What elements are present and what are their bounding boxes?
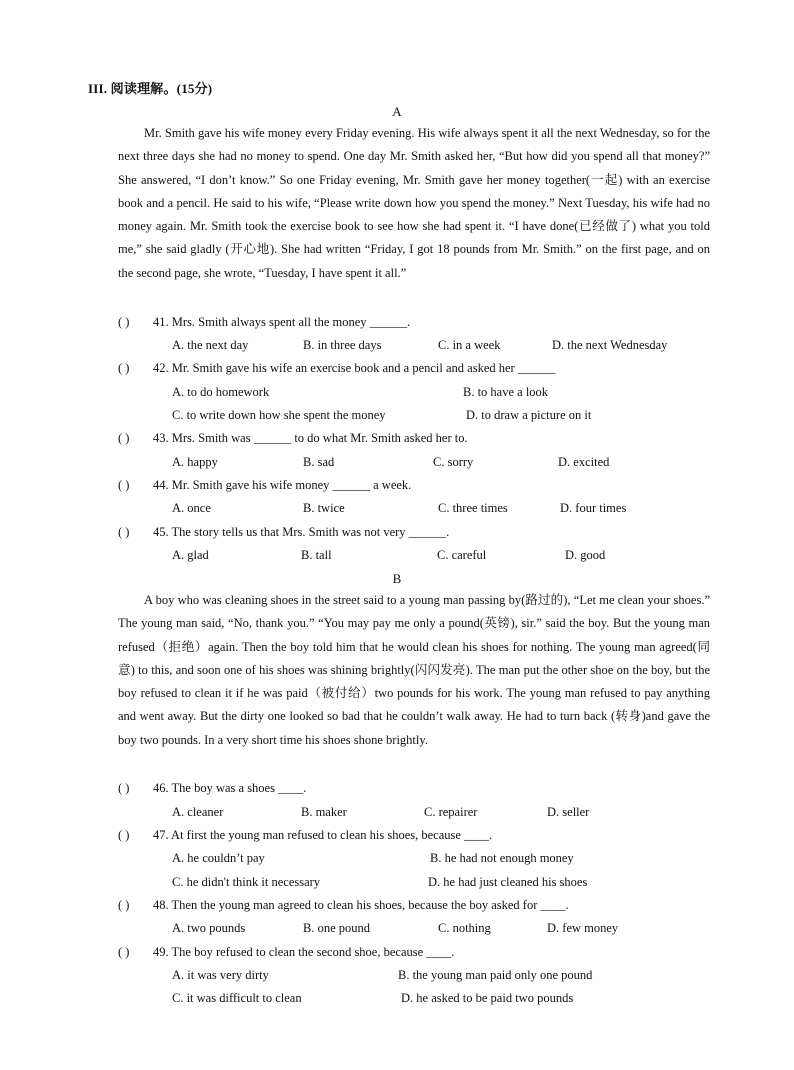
option-c: C. careful bbox=[437, 548, 487, 562]
question-stem: 48. Then the young man agreed to clean his shoes, because the boy asked for ____. bbox=[153, 898, 569, 912]
option-c: C. repairer bbox=[424, 805, 478, 819]
option-b: B. one pound bbox=[303, 921, 371, 935]
passage-a-text: Mr. Smith gave his wife money every Friday evening. His wife always spent it all the next Wednesday, so for the next three days she had no money to spend. One day Mr. Smith asked her, “But how did you spend all that money?” She answered, “I don’t know.” So one Friday evening, Mr. Smith gave her money together(一起) with an exercise book and a pencil. He said to his wife, “Please write down how you spend the money.” Next Tuesday, his wife had no money again. Mr. Smith took the exercise book to see how she had spent it. “I have done(已经做了) what you told me,” she said gladly (开心地). She had written “Friday, I got 18 pounds from Mr. Smith.” on the first page, and on the second page, she wrote, “Tuesday, I have spent it all.” bbox=[118, 126, 710, 280]
option-a: A. two pounds bbox=[172, 921, 246, 935]
answer-bracket[interactable]: ( ) bbox=[118, 781, 130, 795]
option-b: B. the young man paid only one pound bbox=[398, 968, 593, 982]
option-c: C. to write down how she spent the money bbox=[172, 408, 386, 422]
option-c: C. nothing bbox=[438, 921, 491, 935]
option-d: D. few money bbox=[547, 921, 619, 935]
option-d: D. good bbox=[565, 548, 606, 562]
question-42 bbox=[118, 361, 718, 376]
option-d: D. seller bbox=[547, 805, 590, 819]
option-a: A. glad bbox=[172, 548, 209, 562]
question-48 bbox=[118, 898, 718, 913]
question-41 bbox=[118, 315, 718, 330]
question-stem: 47. At first the young man refused to clean his shoes, because ____. bbox=[153, 828, 493, 842]
question-44 bbox=[118, 478, 718, 493]
answer-bracket[interactable]: ( ) bbox=[118, 315, 130, 329]
question-stem: 44. Mr. Smith gave his wife money ______ a week. bbox=[153, 478, 412, 492]
option-d: D. the next Wednesday bbox=[552, 338, 668, 352]
question-47 bbox=[118, 828, 718, 843]
option-a: A. it was very dirty bbox=[172, 968, 269, 982]
option-d: D. excited bbox=[558, 455, 610, 469]
option-b: B. twice bbox=[303, 501, 345, 515]
question-stem: 46. The boy was a shoes ____. bbox=[153, 781, 307, 795]
option-c: C. in a week bbox=[438, 338, 501, 352]
option-a: A. once bbox=[172, 501, 211, 515]
option-b: B. he had not enough money bbox=[430, 851, 574, 865]
answer-bracket[interactable]: ( ) bbox=[118, 361, 130, 375]
option-d: D. he had just cleaned his shoes bbox=[428, 875, 588, 889]
question-stem: 41. Mrs. Smith always spent all the money ______. bbox=[153, 315, 411, 329]
question-stem: 49. The boy refused to clean the second shoe, because ____. bbox=[153, 945, 455, 959]
option-a: A. he couldn’t pay bbox=[172, 851, 265, 865]
question-stem: 43. Mrs. Smith was ______ to do what Mr. Smith asked her to. bbox=[153, 431, 468, 445]
question-43 bbox=[118, 431, 718, 446]
option-a: A. to do homework bbox=[172, 385, 270, 399]
option-a: A. the next day bbox=[172, 338, 249, 352]
answer-bracket[interactable]: ( ) bbox=[118, 945, 130, 959]
option-b: B. to have a look bbox=[463, 385, 549, 399]
answer-bracket[interactable]: ( ) bbox=[118, 431, 130, 445]
answer-bracket[interactable]: ( ) bbox=[118, 898, 130, 912]
question-45 bbox=[118, 525, 718, 540]
option-b: B. sad bbox=[303, 455, 335, 469]
option-c: C. three times bbox=[438, 501, 508, 515]
option-d: D. four times bbox=[560, 501, 627, 515]
option-c: C. sorry bbox=[433, 455, 474, 469]
option-d: D. he asked to be paid two pounds bbox=[401, 991, 574, 1005]
answer-bracket[interactable]: ( ) bbox=[118, 478, 130, 492]
option-b: B. maker bbox=[301, 805, 347, 819]
answer-bracket[interactable]: ( ) bbox=[118, 525, 130, 539]
passage-b-text: A boy who was cleaning shoes in the street said to a young man passing by(路过的), “Let me clean your shoes.” The young man said, “No, thank you.” “You may pay me only a pound(英镑), sir.” said the boy. But the young man refused（拒绝）again. Then the boy told him that he would clean his shoes for nothing. The young man agreed(同意) to this, and soon one of his shoes was shining brightly(闪闪发亮). The man put the other shoe on the boy, but the boy refused to clean it if he was paid（被付给）two pounds for his work. The young man refused to pay anything and went away. But the dirty one looked so bad that he couldn’t walk away. He had to turn back (转身)and gave the boy two pounds. In a very short time his shoes shone brightly. bbox=[118, 593, 710, 747]
option-c: C. he didn't think it necessary bbox=[172, 875, 321, 889]
question-49 bbox=[118, 945, 718, 960]
option-a: A. happy bbox=[172, 455, 218, 469]
section-title: III. 阅读理解。(15分) bbox=[88, 81, 213, 96]
option-b: B. tall bbox=[301, 548, 332, 562]
option-c: C. it was difficult to clean bbox=[172, 991, 302, 1005]
question-stem: 45. The story tells us that Mrs. Smith was not very ______. bbox=[153, 525, 450, 539]
answer-bracket[interactable]: ( ) bbox=[118, 828, 130, 842]
option-d: D. to draw a picture on it bbox=[466, 408, 592, 422]
passage-a-label: A bbox=[392, 104, 402, 119]
question-46 bbox=[118, 781, 718, 796]
question-stem: 42. Mr. Smith gave his wife an exercise book and a pencil and asked her ______ bbox=[153, 361, 556, 375]
option-b: B. in three days bbox=[303, 338, 382, 352]
option-a: A. cleaner bbox=[172, 805, 224, 819]
passage-b-label: B bbox=[392, 571, 402, 586]
